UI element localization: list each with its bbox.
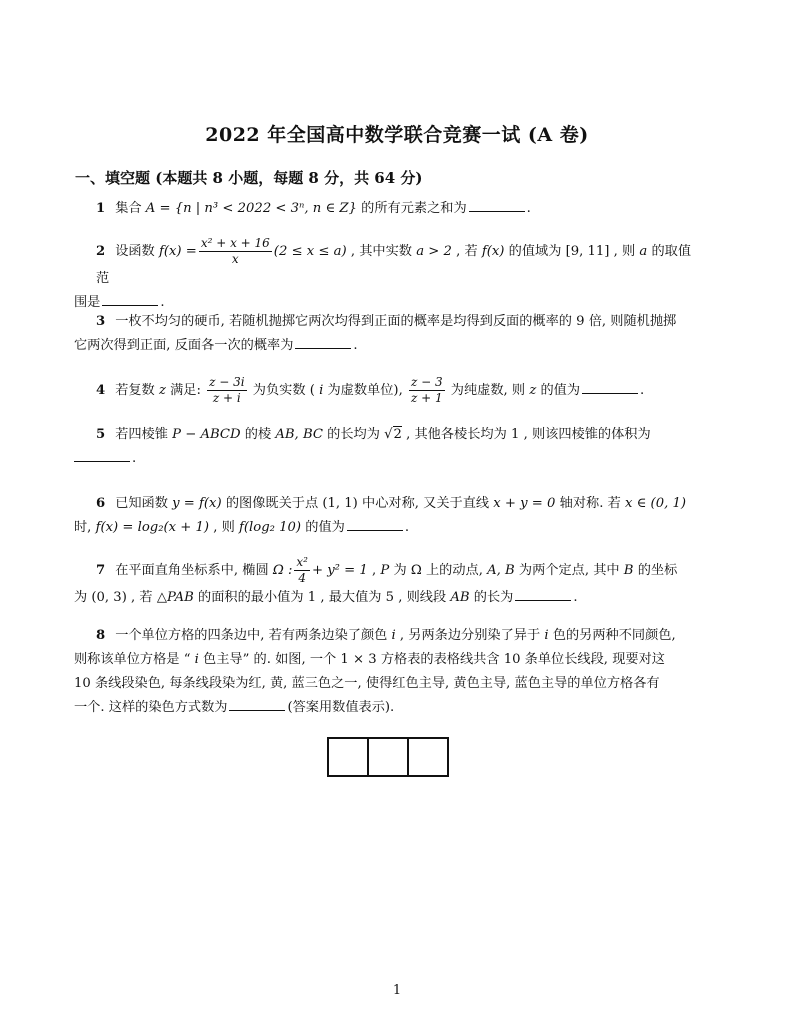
problem-text: 的图像既关于点	[221, 496, 323, 511]
problem-text: 色主导” 的. 如图, 一个 1 × 3 方格表的表格线共含 10 条单位长线段, 现要对这	[198, 652, 665, 667]
problem-text: 为两个定点, 其中	[514, 563, 624, 578]
math-expression: i	[391, 628, 396, 643]
grid-cell	[329, 739, 369, 775]
math-expression: x + y = 0	[493, 496, 556, 511]
problem-text: 时,	[74, 520, 96, 535]
sqrt-2	[384, 426, 402, 442]
problem-1: 1 集合 A = {n | n³ < 2022 < 3ⁿ, n ∈ Z} 的所有元素之和为 .	[96, 201, 531, 216]
problem-text: 的坐标	[633, 563, 678, 578]
fraction-denominator: z + i	[212, 391, 241, 405]
problem-4: 4 若复数 z 满足: $\frac{z - 3i}{z + i}$ 为负实数 ( i 为虚数单位), $\frac{z - 3}{z + 1}$ 为纯虚数, 则 z 的值为 .	[96, 375, 645, 405]
problem-text: 为纯虚数, 则	[446, 383, 530, 398]
answer-blank	[229, 709, 285, 711]
grid-cell	[369, 739, 409, 775]
math-expression: [9, 11]	[565, 244, 610, 259]
problem-number: 8	[96, 628, 106, 643]
problem-number: 5	[96, 427, 106, 442]
math-expression: y = f(x)	[172, 496, 222, 511]
fraction-denominator: z + 1	[410, 391, 443, 405]
math-expression: A, B	[487, 563, 515, 578]
math-expression: z	[529, 383, 537, 398]
problem-text: 的面积的最小值为 1 , 最大值为 5 , 则线段	[193, 590, 451, 605]
fraction	[207, 375, 246, 406]
fraction-denominator: 4	[298, 571, 307, 585]
math-expression: z	[158, 383, 166, 398]
grid-cell	[409, 739, 447, 775]
problem-text: 色的另两种不同颜色,	[548, 628, 676, 643]
problem-text: 的取值范	[96, 244, 692, 286]
problem-text: 的长为	[469, 590, 514, 605]
problem-8	[74, 624, 702, 720]
problem-text: 围是	[74, 295, 101, 310]
problem-text: , 若	[451, 244, 482, 259]
section-heading: 一、填空题 (本题共 8 小题，每题 8 分，共 64 分)	[75, 169, 423, 187]
problem-text: 的值域为	[504, 244, 566, 259]
math-expression: f(x) = log₂(x + 1)	[95, 520, 210, 535]
problem-2: 2 设函数 f(x) = $\frac{\text{x² + x + 16}}{x}$ (2 ≤ x ≤ a) , 其中实数 a > 2 , 若 f(x) 的值域为 [9, 11] , 则 a 的取值范 围是 .	[74, 236, 692, 310]
math-expression: i	[544, 628, 549, 643]
math-expression: P − ABCD	[172, 427, 241, 442]
problem-text: 它两次得到正面, 反面各一次的概率为	[74, 338, 294, 353]
math-expression: △PAB	[156, 590, 194, 605]
problem-text: 的值为	[536, 383, 581, 398]
math-expression: a	[639, 244, 648, 259]
problem-text: 设函数	[115, 244, 159, 259]
problem-text: 集合	[115, 201, 146, 216]
problem-text: 为	[74, 590, 92, 605]
problem-text: (答案用数值表示).	[287, 700, 395, 715]
problem-text: , 则	[209, 520, 240, 535]
problem-text: 一枚不均匀的硬币, 若随机抛掷它两次均得到正面的概率是均得到反面的概率的 9 倍, 则随机抛掷	[115, 314, 677, 329]
answer-blank	[469, 210, 525, 212]
answer-blank	[102, 304, 158, 306]
math-expression: A = {n | n³ < 2022 < 3ⁿ, n ∈ Z}	[145, 201, 357, 216]
math-expression: x ∈ (0, 1)	[624, 496, 687, 511]
problem-text: 为虚数单位),	[323, 383, 407, 398]
fraction-denominator: x	[231, 252, 239, 266]
fraction-numerator: z − 3	[410, 375, 443, 389]
problem-5: 5 若四棱锥 P − ABCD 的棱 AB, BC 的长均为 √2 , 其他各棱长均为 1 , 则该四棱锥的体积为 .	[96, 423, 702, 471]
sqrt-radicand: 2	[393, 427, 402, 442]
math-expression: f(x)	[481, 244, 505, 259]
math-expression: AB	[450, 590, 470, 605]
page-title: 2022 年全国高中数学联合竞赛一试 (A 卷)	[205, 124, 589, 146]
problem-text: 中心对称, 又关于直线	[357, 496, 494, 511]
problem-text: 则称该单位方格是 “	[74, 652, 195, 667]
problem-text: 一个. 这样的染色方式数为	[74, 700, 228, 715]
problem-text: 若复数	[115, 383, 159, 398]
problem-text: , 若	[126, 590, 157, 605]
problem-3: 3 一枚不均匀的硬币, 若随机抛掷它两次均得到正面的概率是均得到反面的概率的 9 倍, 则随机抛掷 它两次得到正面, 反面各一次的概率为 .	[74, 314, 677, 353]
math-expression: i	[194, 652, 199, 667]
math-expression: (1, 1)	[322, 496, 358, 511]
problem-text: , 其中实数	[346, 244, 417, 259]
answer-blank	[515, 599, 571, 601]
problem-text: 10 条线段染色, 每条线段染为红, 黄, 蓝三色之一, 使得红色主导, 黄色主导, 蓝色主导的单位方格各有	[74, 676, 660, 691]
math-expression: (2 ≤ x ≤ a)	[273, 244, 347, 259]
problem-text: 为 Ω 上的动点,	[389, 563, 488, 578]
fraction	[409, 375, 445, 406]
problem-number: 7	[96, 563, 106, 578]
math-expression: P	[380, 563, 390, 578]
sqrt-sign: √	[384, 427, 393, 442]
problem-number: 6	[96, 496, 106, 511]
problem-number: 3	[96, 314, 106, 329]
problem-text: 在平面直角坐标系中, 椭圆	[115, 563, 273, 578]
problem-text: , 其他各棱长均为 1 , 则该四棱锥的体积为	[401, 427, 651, 442]
problem-text: , 另两条边分别染了异于	[395, 628, 545, 643]
problem-text: 已知函数	[115, 496, 173, 511]
grid-figure-1x3	[327, 737, 449, 777]
math-expression: (0, 3)	[91, 590, 127, 605]
fraction-numerator: z − 3i	[209, 375, 245, 389]
math-expression: AB, BC	[275, 427, 323, 442]
math-expression: f(log₂ 10)	[239, 520, 302, 535]
problem-text: , 则	[609, 244, 640, 259]
problem-text: 一个单位方格的四条边中, 若有两条边染了颜色	[115, 628, 392, 643]
fraction	[294, 555, 310, 586]
math-expression: Ω :	[272, 563, 293, 578]
page-number: 1	[392, 983, 402, 998]
answer-blank	[347, 529, 403, 531]
math-expression: B	[623, 563, 634, 578]
problem-text: 的棱	[240, 427, 276, 442]
problem-number: 1	[96, 201, 106, 216]
answer-blank	[295, 347, 351, 349]
problem-text: 满足:	[165, 383, 206, 398]
problem-text: 为负实数 (	[248, 383, 320, 398]
fraction-numerator: x²	[296, 555, 308, 569]
answer-blank	[74, 460, 130, 462]
fraction	[199, 236, 272, 267]
problem-number: 2	[96, 244, 106, 259]
problem-text: 的长均为	[322, 427, 385, 442]
problem-6: 6 已知函数 y = f(x) 的图像既关于点 (1, 1) 中心对称, 又关于直线 x + y = 0 轴对称. 若 x ∈ (0, 1) 时, f(x) = log₂(x + 1) , 则 f(log₂ 10) 的值为 .	[74, 496, 687, 535]
problem-text: 的值为	[301, 520, 345, 535]
fraction-numerator: x² + x + 16	[200, 236, 270, 250]
math-expression: i	[319, 383, 324, 398]
problem-number: 4	[96, 383, 106, 398]
problem-text: 若四棱锥	[115, 427, 173, 442]
problem-text: 的所有元素之和为	[356, 201, 467, 216]
answer-blank	[582, 392, 638, 394]
math-expression: + y² = 1	[311, 563, 368, 578]
problem-7: 7 在平面直角坐标系中, 椭圆 Ω : $\frac{\text{x²}}{4}$ + y² = 1 , P 为 Ω 上的动点, A, B 为两个定点, 其中 B 的坐标 为 (0, 3) , 若 △PAB 的面积的最小值为 1 , 最大值为 5 , 则线段 AB 的长为 .	[74, 555, 678, 605]
math-expression: a > 2	[416, 244, 452, 259]
problem-text: 轴对称. 若	[555, 496, 625, 511]
problem-text: ,	[367, 563, 381, 578]
math-expression: f(x) =	[158, 244, 197, 259]
